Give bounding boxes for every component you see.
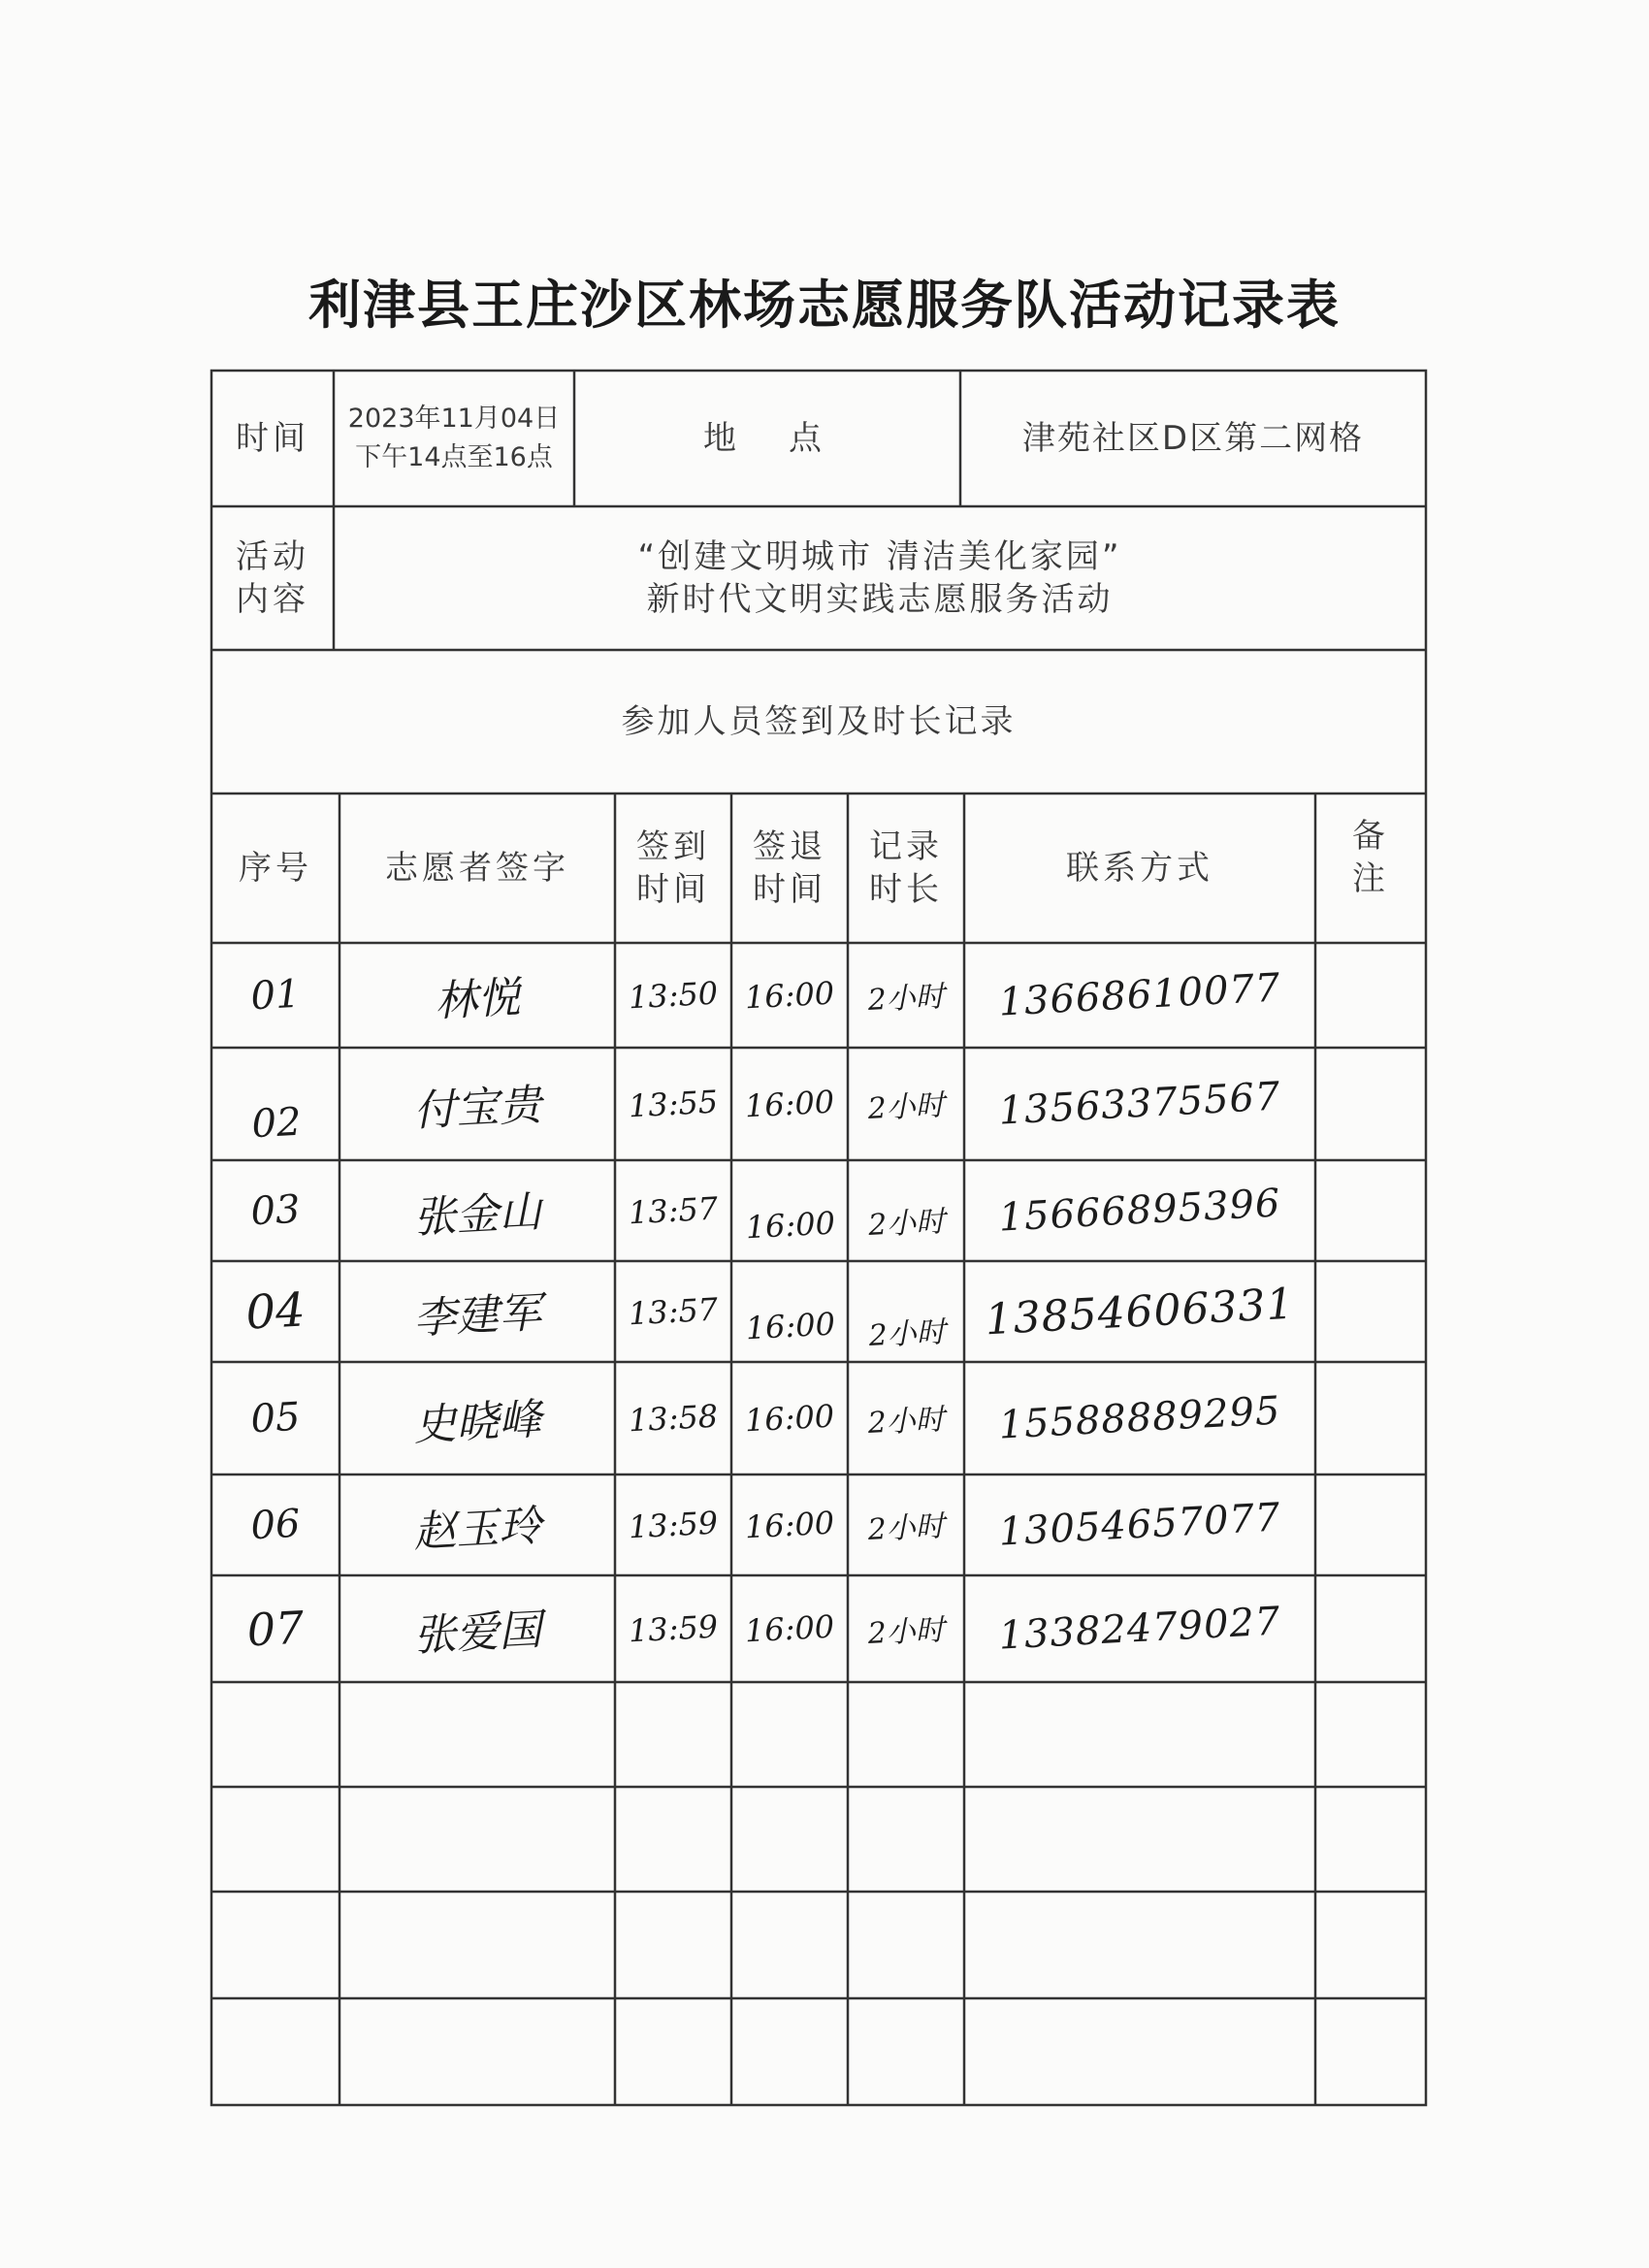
row4-checkin: 13:57 <box>627 1290 720 1333</box>
row2-phone: 13563375567 <box>997 1074 1282 1134</box>
row3-duration: 2小时 <box>867 1204 947 1244</box>
row6-signature: 赵玉玲 <box>411 1501 543 1558</box>
row5-checkin: 13:58 <box>627 1397 720 1440</box>
row1-checkin: 13:50 <box>627 974 720 1017</box>
col-contact: 联系方式 <box>1066 849 1213 888</box>
col-checkout <box>731 794 848 943</box>
col-seq: 序号 <box>239 849 312 888</box>
row6-phone: 13054657077 <box>997 1495 1282 1555</box>
col-remark <box>1315 794 1426 943</box>
row2-seq: 02 <box>250 1099 303 1148</box>
row5-phone: 15588889295 <box>997 1388 1282 1448</box>
form-title: 利津县王庄沙区林场志愿服务队活动记录表 <box>308 275 1341 336</box>
row3-signature: 张金山 <box>411 1186 543 1244</box>
col-checkin <box>615 794 731 943</box>
row7-seq: 07 <box>245 1601 306 1657</box>
row2-checkout: 16:00 <box>743 1083 836 1125</box>
row1-signature: 林悦 <box>433 972 522 1027</box>
row5-checkout: 16:00 <box>743 1397 836 1440</box>
row5-duration: 2小时 <box>866 1402 946 1442</box>
section-title: 参加人员签到及时长记录 <box>621 702 1017 741</box>
content-label-line1: 活动 <box>236 537 309 576</box>
row1-phone: 13668610077 <box>997 965 1282 1025</box>
row3-checkin: 13:57 <box>627 1189 720 1232</box>
time-label: 时间 <box>236 419 309 458</box>
row1-duration: 2小时 <box>866 979 946 1019</box>
row1-seq: 01 <box>249 971 302 1020</box>
row6-checkout: 16:00 <box>743 1504 836 1546</box>
col-duration-line1: 记录 <box>869 827 943 866</box>
row2-checkin: 13:55 <box>627 1083 720 1125</box>
row7-checkin: 13:59 <box>627 1607 720 1650</box>
col-remark-line1: 备 <box>1352 817 1389 856</box>
row7-checkout: 16:00 <box>743 1607 836 1650</box>
row3-seq: 03 <box>249 1186 302 1235</box>
row7-signature: 张爱国 <box>411 1604 543 1662</box>
col-checkin-line1: 签到 <box>636 827 710 866</box>
content-label <box>211 506 334 650</box>
row2-duration: 2小时 <box>866 1087 946 1127</box>
time-value <box>334 371 574 506</box>
row4-checkout: 16:00 <box>744 1305 836 1347</box>
time-value-hours: 下午14点至16点 <box>355 442 553 472</box>
row4-duration: 2小时 <box>867 1314 947 1354</box>
row6-checkin: 13:59 <box>627 1504 720 1546</box>
col-duration-line2: 时长 <box>869 870 943 909</box>
row7-duration: 2小时 <box>866 1612 946 1652</box>
place-value: 津苑社区D区第二网格 <box>1021 419 1365 458</box>
col-duration <box>848 794 964 943</box>
col-remark-line2: 注 <box>1352 859 1389 898</box>
row7-phone: 13382479027 <box>997 1599 1282 1659</box>
content-line1: “创建文明城市 清洁美化家园” <box>637 537 1122 576</box>
row5-signature: 史晓峰 <box>411 1394 543 1451</box>
row6-duration: 2小时 <box>866 1508 946 1548</box>
row4-seq: 04 <box>244 1282 307 1341</box>
place-label: 地 点 <box>703 419 831 458</box>
row3-checkout: 16:00 <box>744 1204 836 1247</box>
row5-seq: 05 <box>249 1394 302 1442</box>
row1-checkout: 16:00 <box>743 974 836 1017</box>
row6-seq: 06 <box>249 1501 302 1549</box>
row3-phone: 15666895396 <box>997 1181 1282 1241</box>
content-line2: 新时代文明实践志愿服务活动 <box>646 580 1114 619</box>
row4-signature: 李建军 <box>411 1287 543 1345</box>
content-label-line2: 内容 <box>236 580 309 619</box>
col-checkout-line2: 时间 <box>753 870 826 909</box>
row2-signature: 付宝贵 <box>411 1080 543 1137</box>
time-value-date: 2023年11月04日 <box>347 404 561 434</box>
row4-phone: 13854606331 <box>984 1279 1296 1345</box>
col-signature: 志愿者签字 <box>385 849 569 888</box>
col-checkin-line2: 时间 <box>636 870 710 909</box>
content-value <box>334 506 1426 650</box>
col-checkout-line1: 签退 <box>753 827 826 866</box>
